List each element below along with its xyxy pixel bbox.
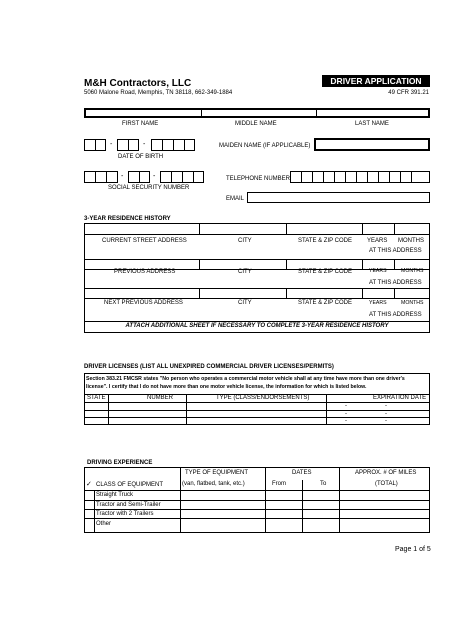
license-state-header: STATE — [87, 395, 106, 401]
maiden-name-field[interactable] — [314, 138, 430, 151]
type-examples-label: (van, flatbed, tank, etc.) — [182, 481, 245, 487]
years-label: YEARS — [369, 300, 387, 306]
telephone-field[interactable] — [290, 171, 430, 183]
experience-section-title: DRIVING EXPERIENCE — [87, 460, 153, 466]
email-label: EMAIL — [226, 196, 245, 202]
last-name-field[interactable] — [317, 110, 428, 116]
license-expiration-header: EXPIRATION DATE — [373, 395, 427, 401]
license-expiration-field[interactable] — [327, 402, 429, 410]
license-number-header: NUMBER — [147, 395, 174, 401]
date-separator: - — [345, 418, 347, 424]
dob-year-field[interactable] — [151, 139, 195, 151]
state-zip-label: STATE & ZIP CODE — [298, 269, 353, 275]
license-type-header: TYPE (CLASS/ENDORSEMENTS) — [216, 395, 310, 401]
ssn-separator: - — [121, 173, 124, 180]
years-label: YEARS — [369, 268, 387, 274]
date-separator: - — [385, 418, 387, 424]
checkmark-icon: ✓ — [86, 481, 92, 488]
city-label: CITY — [238, 269, 252, 275]
date-separator: - — [385, 411, 387, 417]
tractor-semi-checkbox[interactable] — [85, 500, 93, 508]
current-address-field[interactable] — [85, 224, 199, 234]
license-statement-line2: license". I certify that I do not have more than one motor vehicle license, the information for which is listed below. — [86, 384, 367, 390]
company-name: M&H Contractors, LLC — [84, 78, 192, 89]
ssn-label: SOCIAL SECURITY NUMBER — [108, 185, 190, 191]
license-statement-line1: Section 383.21 FMCSR states "No person who operates a commercial motor vehicle shall at any time have more than one driver's — [86, 376, 405, 382]
telephone-label: TELEPHONE NUMBER — [226, 176, 291, 182]
regulation-label: 49 CFR 391.21 — [388, 90, 429, 96]
from-label: From — [272, 481, 286, 487]
first-name-label: FIRST NAME — [122, 121, 159, 127]
date-separator: - — [345, 403, 347, 409]
straight-truck-checkbox[interactable] — [85, 490, 93, 499]
doc-title: DRIVER APPLICATION — [330, 76, 422, 86]
dob-separator: - — [110, 141, 113, 148]
ssn-part2-field[interactable] — [128, 171, 150, 183]
dob-month-field[interactable] — [84, 139, 106, 151]
previous-address-field[interactable] — [85, 259, 199, 269]
experience-row-label: Tractor and Semi-Trailer — [96, 502, 161, 508]
tractor-2-trailers-checkbox[interactable] — [85, 509, 93, 517]
state-zip-label: STATE & ZIP CODE — [298, 238, 353, 244]
at-address-label: AT THIS ADDRESS — [369, 312, 422, 318]
middle-name-field[interactable] — [202, 110, 316, 116]
middle-name-label: MIDDLE NAME — [235, 121, 277, 127]
experience-table — [84, 467, 430, 533]
at-address-label: AT THIS ADDRESS — [369, 248, 422, 254]
name-fields-row — [84, 108, 430, 118]
experience-row-label: Other — [96, 521, 112, 527]
last-name-label: LAST NAME — [355, 121, 389, 127]
years-label: YEARS — [367, 238, 388, 244]
licenses-section-title: DRIVER LICENSES (LIST ALL UNEXPIRED COMMERCIAL DRIVER LICENSES/PERMITS) — [84, 364, 334, 370]
approx-miles-header: APPROX. # OF MILES — [355, 470, 417, 476]
months-label: MONTHS — [398, 238, 424, 244]
doc-title-banner — [322, 75, 430, 87]
dates-header: DATES — [292, 470, 312, 476]
months-label: MONTHS — [401, 268, 424, 274]
email-field[interactable] — [247, 192, 430, 203]
city-label: CITY — [238, 300, 252, 306]
license-number-field[interactable] — [109, 402, 186, 410]
experience-row-label: Straight Truck — [96, 492, 134, 498]
date-separator: - — [385, 403, 387, 409]
at-address-label: AT THIS ADDRESS — [369, 280, 422, 286]
license-state-field[interactable] — [85, 402, 108, 410]
maiden-name-label: MAIDEN NAME (IF APPLICABLE) — [219, 143, 311, 149]
ssn-separator: - — [153, 173, 156, 180]
dob-separator: - — [143, 141, 146, 148]
company-address: 5060 Malone Road, Memphis, TN 38118, 662-349-1884 — [84, 90, 233, 96]
date-separator: - — [345, 411, 347, 417]
to-label: To — [320, 481, 327, 487]
residence-note: ATTACH ADDITIONAL SHEET IF NECESSARY TO COMPLETE 3-YEAR RESIDENCE HISTORY — [125, 323, 389, 329]
months-label: MONTHS — [401, 300, 424, 306]
license-type-field[interactable] — [187, 402, 326, 410]
state-zip-label: STATE & ZIP CODE — [298, 300, 353, 306]
residence-section-title: 3-YEAR RESIDENCE HISTORY — [84, 216, 171, 222]
previous-address-label: PREVIOUS ADDRESS — [114, 269, 176, 275]
current-address-label: CURRENT STREET ADDRESS — [102, 238, 187, 244]
dob-label: DATE OF BIRTH — [118, 154, 164, 160]
total-label: (TOTAL) — [375, 481, 398, 487]
next-previous-address-label: NEXT PREVIOUS ADDRESS — [104, 300, 183, 306]
ssn-part1-field[interactable] — [84, 171, 118, 183]
experience-row-label: Tractor with 2 Trailers — [96, 511, 154, 517]
first-name-field[interactable] — [86, 110, 201, 116]
city-label: CITY — [238, 238, 252, 244]
next-previous-address-field[interactable] — [85, 288, 199, 298]
dob-day-field[interactable] — [117, 139, 139, 151]
other-checkbox[interactable] — [85, 518, 93, 531]
ssn-part3-field[interactable] — [160, 171, 204, 183]
page-number: Page 1 of 5 — [395, 546, 431, 553]
class-equipment-header: CLASS OF EQUIPMENT — [96, 482, 164, 488]
type-equipment-header: TYPE OF EQUIPMENT — [185, 470, 249, 476]
